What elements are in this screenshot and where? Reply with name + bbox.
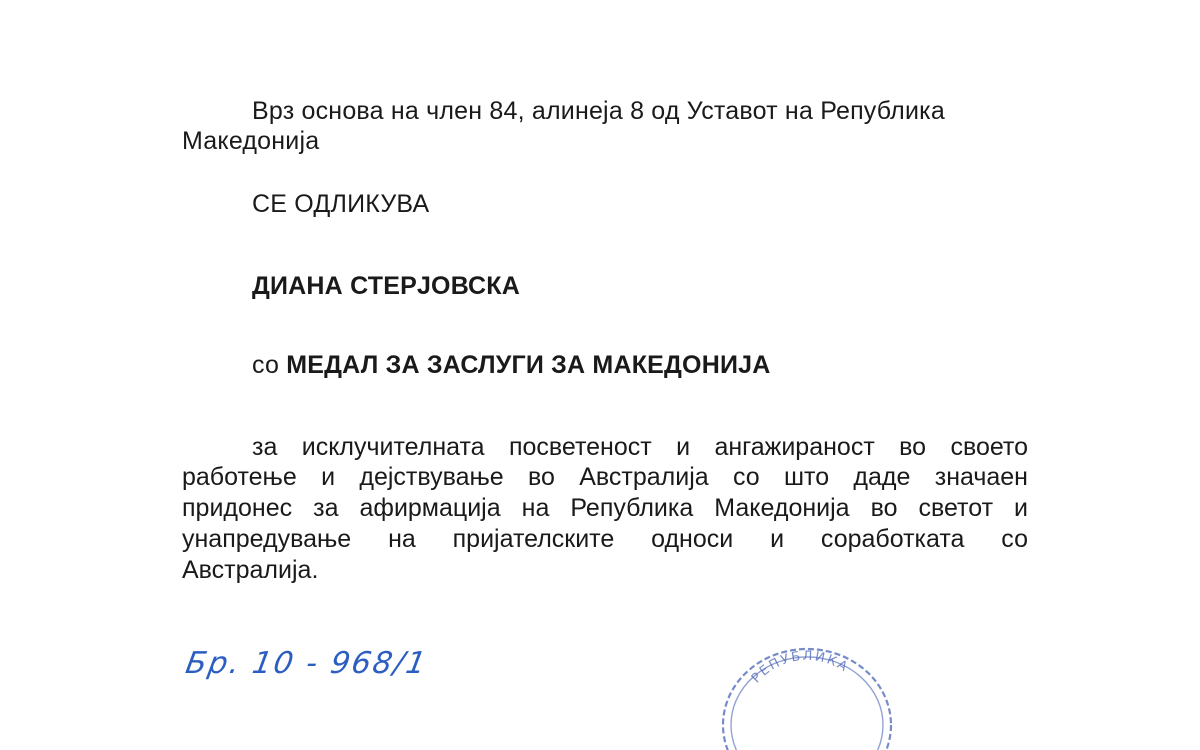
award-name: МЕДАЛ ЗА ЗАСЛУГИ ЗА МАКЕДОНИЈА bbox=[286, 351, 771, 379]
preamble-line-1: Врз основа на член 84, алинеја 8 од Уставот на Република bbox=[252, 97, 945, 125]
award-line bbox=[252, 350, 771, 380]
justification-line-4: унапредување на пријателските односи и соработката со bbox=[182, 525, 1028, 553]
justification-line-2: работење и дејствување во Австралија со што даде значаен bbox=[182, 463, 1028, 491]
award-prefix: со bbox=[252, 351, 280, 379]
official-seal-icon bbox=[712, 630, 902, 750]
justification-line-1: за исклучителната посветеност и ангажираност во своето bbox=[252, 433, 1028, 461]
seal-text: РЕПУБЛИКА bbox=[748, 648, 852, 687]
recipient-name: ДИАНА СТЕРЈОВСКА bbox=[252, 272, 520, 300]
handwritten-reference-number: Бр. 10 - 968/1 bbox=[182, 646, 431, 681]
justification-line-5: Австралија. bbox=[182, 556, 319, 584]
preamble-line-2: Македонија bbox=[182, 127, 320, 155]
justification-line-3: придонес за афирмација на Република Македонија во светот и bbox=[182, 494, 1028, 522]
decree-heading: СЕ ОДЛИКУВА bbox=[252, 190, 430, 218]
